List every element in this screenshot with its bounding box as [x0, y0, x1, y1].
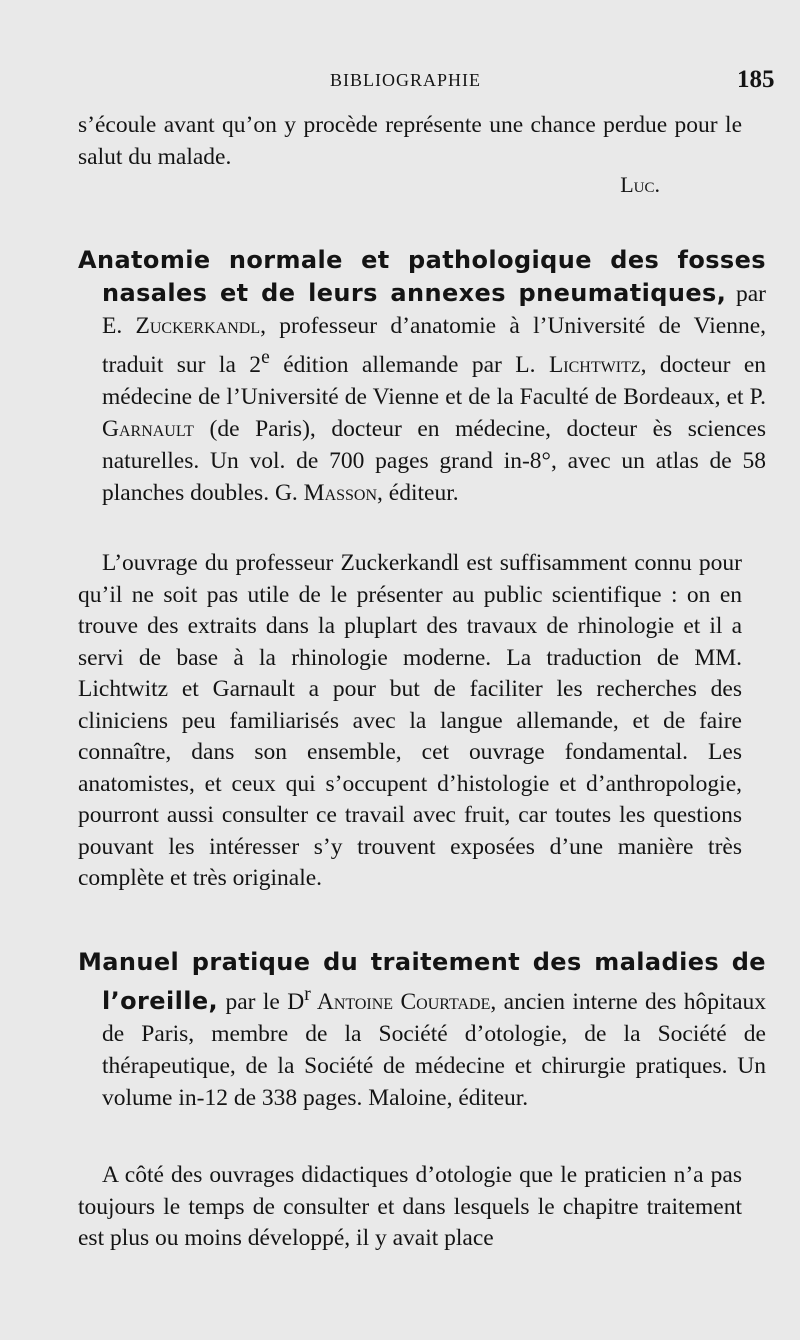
continuation-paragraph — [78, 110, 742, 173]
review1-title: Anatomie normale et pathologique des fosses nasales et de leurs annexes pneumatiques, — [78, 246, 766, 307]
review1-after-edition: édition allemande par L. — [269, 351, 549, 378]
review2-title: Manuel pratique du traitement des maladies de l’oreille, — [78, 948, 766, 1015]
review1-publisher: Masson — [303, 479, 378, 506]
review1-translator2-desc: (de Paris), docteur en médecine, docteur ès sciences naturelles. Un vol. de 700 pages grand in-8°, avec un atlas de 58 planches doubles. G. — [102, 415, 766, 506]
review1-body-text: L’ouvrage du professeur Zuckerkandl est suffisamment connu pour qu’il ne soit pas utile de le présenter au public scientifique : on en trouve des extraits dans la pluplart des travaux de rhinologie et il a servi de base à la rhinologie moderne. La traduction de MM. Lichtwitz et Garnault a pour but de faciliter les recherches des cliniciens peu familiarisés avec la langue allemande, et de faire connaître, dans son ensemble, cet ouvrage fondamental. Les anatomistes, et ceux qui s’occupent d’histologie et d’anthropologie, pourront aussi consulter ce travail avec fruit, car toutes les questions pouvant les intéresser s’y trouvent exposées d’une manière très complète et très originale. — [78, 550, 742, 891]
running-head — [0, 66, 800, 96]
review1-body — [78, 548, 742, 895]
review1-translator1-desc: , docteur en médecine de l’Université de Vienne et de la Faculté de Bordeaux, et P. — [102, 351, 766, 410]
review2-author: Antoine Courtade — [310, 988, 491, 1015]
review1-author-desc: , professeur d’anatomie à l’Université de Vienne, traduit sur la 2 — [102, 313, 766, 378]
review2-dr-sup: r — [304, 984, 311, 1005]
review1-edition-sup: e — [261, 347, 270, 368]
review2-body — [78, 1160, 742, 1255]
review1-author: Zuckerkandl — [135, 313, 261, 339]
review1-translator2: Garnault — [102, 415, 194, 442]
review1-by: par E. — [102, 281, 766, 339]
review1-translator1: Lichtwitz — [548, 351, 641, 378]
review-entry-manuel — [78, 946, 766, 1114]
review-signature: Luc. — [620, 172, 660, 197]
review2-by: par le D — [218, 988, 305, 1015]
review2-author-desc: , ancien interne des hôpitaux de Paris, membre de la Société d’otologie, de la Société de thérapeutique, de la Société de médecine et chirurgie pratiques. Un volume in-12 de 338 pages. Maloine, éditeur. — [102, 988, 767, 1111]
continuation-text: s’écoule avant qu’on y procède représente une chance perdue pour le salut du malade. — [78, 112, 742, 170]
review-entry-anatomie — [78, 244, 766, 509]
running-title: BIBLIOGRAPHIE — [330, 70, 481, 90]
review1-publisher-tail: , éditeur. — [377, 479, 459, 506]
page-number: 185 — [737, 66, 775, 93]
review2-body-text: A côté des ouvrages didactiques d’otologie que le praticien n’a pas toujours le temps de consulter et dans lesquels le chapitre traitement est plus ou moins développé, il y avait place — [78, 1162, 742, 1251]
